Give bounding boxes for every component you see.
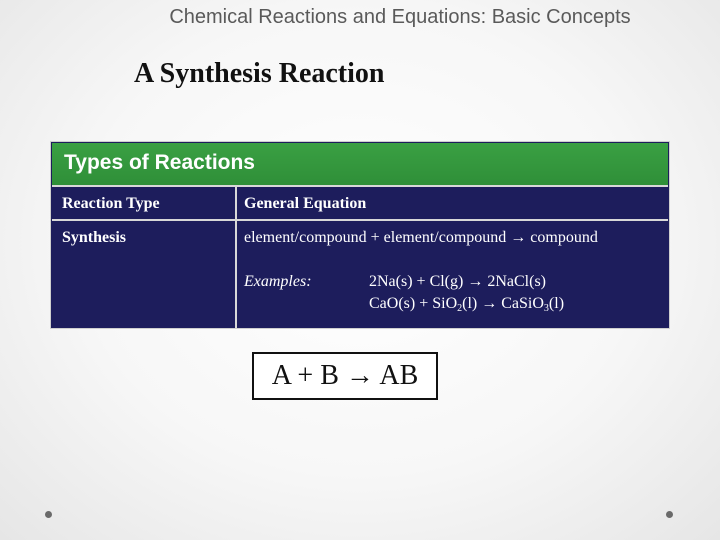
- example-equation-2: [369, 295, 564, 314]
- examples-label: Examples:: [244, 273, 312, 290]
- slide-title: A Synthesis Reaction: [134, 58, 385, 89]
- example2-subscript-1: 2: [457, 303, 463, 314]
- corner-dot-right: [666, 511, 673, 518]
- cell-reaction-type: Synthesis: [62, 229, 127, 246]
- header-general-equation: General Equation: [244, 195, 367, 212]
- corner-dot-left: [45, 511, 52, 518]
- example2-part-c: (l): [548, 295, 565, 312]
- example2-subscript-2: 3: [543, 303, 549, 314]
- example2-part-b: (l) → CaSiO: [462, 295, 544, 312]
- table-banner-title: Types of Reactions: [64, 151, 255, 174]
- column-divider: [235, 187, 237, 328]
- example-equation-1: 2Na(s) + Cl(g) → 2NaCl(s): [369, 273, 546, 290]
- example2-part-a: CaO(s) + SiO: [369, 295, 458, 312]
- table-banner: [52, 143, 668, 187]
- header-reaction-type: Reaction Type: [62, 195, 160, 212]
- presentation-header-title: Chemical Reactions and Equations: Basic Concepts: [169, 6, 631, 28]
- cell-general-equation: element/compound + element/compound → compound: [244, 229, 598, 246]
- general-equation-text: A + B → AB: [271, 360, 419, 391]
- general-equation-box: [252, 352, 438, 400]
- reaction-types-table: [50, 141, 670, 329]
